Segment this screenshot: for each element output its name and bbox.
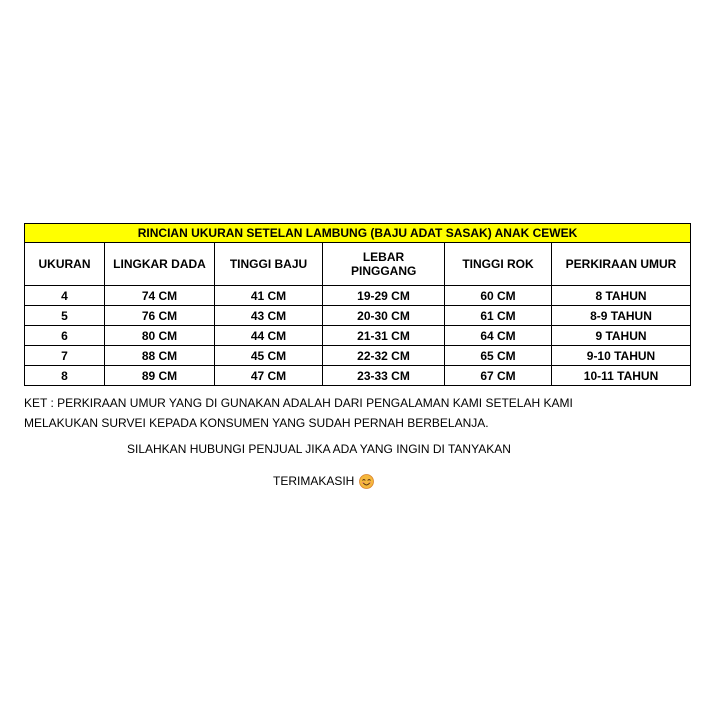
thanks-line xyxy=(273,473,374,489)
cell-tinggi-baju: 41 CM xyxy=(215,286,323,306)
table-title-row xyxy=(25,224,691,243)
cell-tinggi-baju: 45 CM xyxy=(215,346,323,366)
table-row xyxy=(25,366,691,386)
cell-lebar-pinggang: 23-33 CM xyxy=(323,366,445,386)
cell-ukuran: 8 xyxy=(25,366,105,386)
header-tinggi-rok: TINGGI ROK xyxy=(445,243,552,286)
cell-perkiraan-umur: 8 TAHUN xyxy=(552,286,691,306)
cell-ukuran: 7 xyxy=(25,346,105,366)
cell-lingkar-dada: 89 CM xyxy=(105,366,215,386)
size-table xyxy=(24,223,691,386)
table-row xyxy=(25,306,691,326)
contact-text: SILAHKAN HUBUNGI PENJUAL JIKA ADA YANG INGIN DI TANYAKAN xyxy=(127,442,511,456)
table-row xyxy=(25,286,691,306)
header-lebar-pinggang: LEBAR PINGGANG xyxy=(323,243,445,286)
cell-tinggi-baju: 47 CM xyxy=(215,366,323,386)
cell-perkiraan-umur: 8-9 TAHUN xyxy=(552,306,691,326)
cell-lebar-pinggang: 19-29 CM xyxy=(323,286,445,306)
cell-lingkar-dada: 88 CM xyxy=(105,346,215,366)
notes-block xyxy=(24,393,694,433)
cell-tinggi-rok: 64 CM xyxy=(445,326,552,346)
table-header-row xyxy=(25,243,691,286)
cell-lebar-pinggang: 21-31 CM xyxy=(323,326,445,346)
cell-ukuran: 4 xyxy=(25,286,105,306)
note-line: KET : PERKIRAAN UMUR YANG DI GUNAKAN ADALAH DARI PENGALAMAN KAMI SETELAH KAMI xyxy=(24,396,573,410)
thanks-text: TERIMAKASIH xyxy=(273,474,355,488)
header-ukuran: UKURAN xyxy=(25,243,105,286)
header-lingkar-dada: LINGKAR DADA xyxy=(105,243,215,286)
cell-ukuran: 6 xyxy=(25,326,105,346)
cell-lingkar-dada: 80 CM xyxy=(105,326,215,346)
size-chart xyxy=(24,223,690,386)
cell-tinggi-rok: 65 CM xyxy=(445,346,552,366)
table-title: RINCIAN UKURAN SETELAN LAMBUNG (BAJU ADAT SASAK) ANAK CEWEK xyxy=(25,224,691,243)
cell-ukuran: 5 xyxy=(25,306,105,326)
table-row xyxy=(25,346,691,366)
header-tinggi-baju: TINGGI BAJU xyxy=(215,243,323,286)
table-row xyxy=(25,326,691,346)
cell-perkiraan-umur: 10-11 TAHUN xyxy=(552,366,691,386)
cell-lingkar-dada: 74 CM xyxy=(105,286,215,306)
cell-perkiraan-umur: 9-10 TAHUN xyxy=(552,346,691,366)
cell-lebar-pinggang: 22-32 CM xyxy=(323,346,445,366)
cell-tinggi-rok: 60 CM xyxy=(445,286,552,306)
note-line: MELAKUKAN SURVEI KEPADA KONSUMEN YANG SUDAH PERNAH BERBELANJA. xyxy=(24,416,489,430)
cell-perkiraan-umur: 9 TAHUN xyxy=(552,326,691,346)
cell-lebar-pinggang: 20-30 CM xyxy=(323,306,445,326)
smiling-face-icon xyxy=(359,474,374,489)
cell-tinggi-rok: 61 CM xyxy=(445,306,552,326)
cell-lingkar-dada: 76 CM xyxy=(105,306,215,326)
cell-tinggi-baju: 44 CM xyxy=(215,326,323,346)
header-perkiraan-umur: PERKIRAAN UMUR xyxy=(552,243,691,286)
cell-tinggi-baju: 43 CM xyxy=(215,306,323,326)
cell-tinggi-rok: 67 CM xyxy=(445,366,552,386)
